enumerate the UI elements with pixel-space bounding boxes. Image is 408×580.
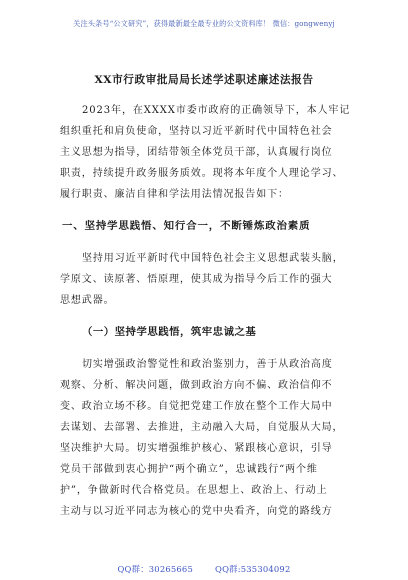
- body-line: 组织重托和肩负使命，坚持以习近平新时代中国特色社会: [60, 126, 333, 137]
- body-line: 坚持用习近平新时代中国特色社会主义思想武装头脑，: [82, 253, 344, 264]
- body-line: 去谋划、去部署、去推进，主动融入大局，自觉服从大局，: [60, 422, 344, 433]
- section-heading: 一、坚持学思践悟、知行合一，不断锤炼政治素质: [62, 220, 311, 232]
- body-line: 2023年，在XXXX市委市政府的正确领导下，本人牢记: [82, 105, 351, 116]
- qq-group-1: QQ群：30265665: [117, 564, 193, 574]
- body-line: 主义思想为指导，团结带领全体党员干部，认真履行岗位: [60, 147, 333, 158]
- page-footer: [0, 563, 408, 575]
- qq-group-2: QQ群:535304092: [215, 564, 291, 574]
- body-line: 坚决维护大局。切实增强维护核心、紧跟核心意识，引导: [60, 443, 333, 454]
- body-line: 护”，争做新时代合格党员。在思想上、政治上、行动上: [60, 485, 328, 496]
- body-line: 党员干部做到衷心拥护“两个确立”，忠诚践行“两个维: [60, 464, 318, 475]
- body-line: 切实增强政治警觉性和政治鉴别力，善于从政治高度: [82, 359, 333, 370]
- document-title: XX市行政审批局局长述学述职述廉述法报告: [94, 74, 314, 86]
- body-line: 职责，持续提升政务服务质效。现将本年度个人理论学习、: [60, 168, 344, 179]
- body-line: 履行职责、廉洁自律和学法用法情况报告如下：: [60, 189, 289, 200]
- body-line: 变、政治立场不移。自觉把党建工作放在整个工作大局中: [60, 401, 333, 412]
- body-line: 学原文、读原著、悟原理，使其成为指导今后工作的强大: [60, 274, 333, 285]
- body-line: 思想武器。: [60, 295, 115, 306]
- subsection-heading: （一）坚持学思践悟，筑牢忠诚之基: [82, 326, 257, 338]
- promo-banner: 关注头条号“公文研究”，获得最新最全最专业的公文资料库！ 微信：gongwenyj: [73, 19, 335, 28]
- body-line: 主动与以习近平同志为核心的党中央看齐，向党的路线方: [60, 506, 333, 517]
- document-body: [60, 100, 350, 522]
- body-line: 观察、分析、解决问题，做到政治方向不偏、政治信仰不: [60, 380, 333, 391]
